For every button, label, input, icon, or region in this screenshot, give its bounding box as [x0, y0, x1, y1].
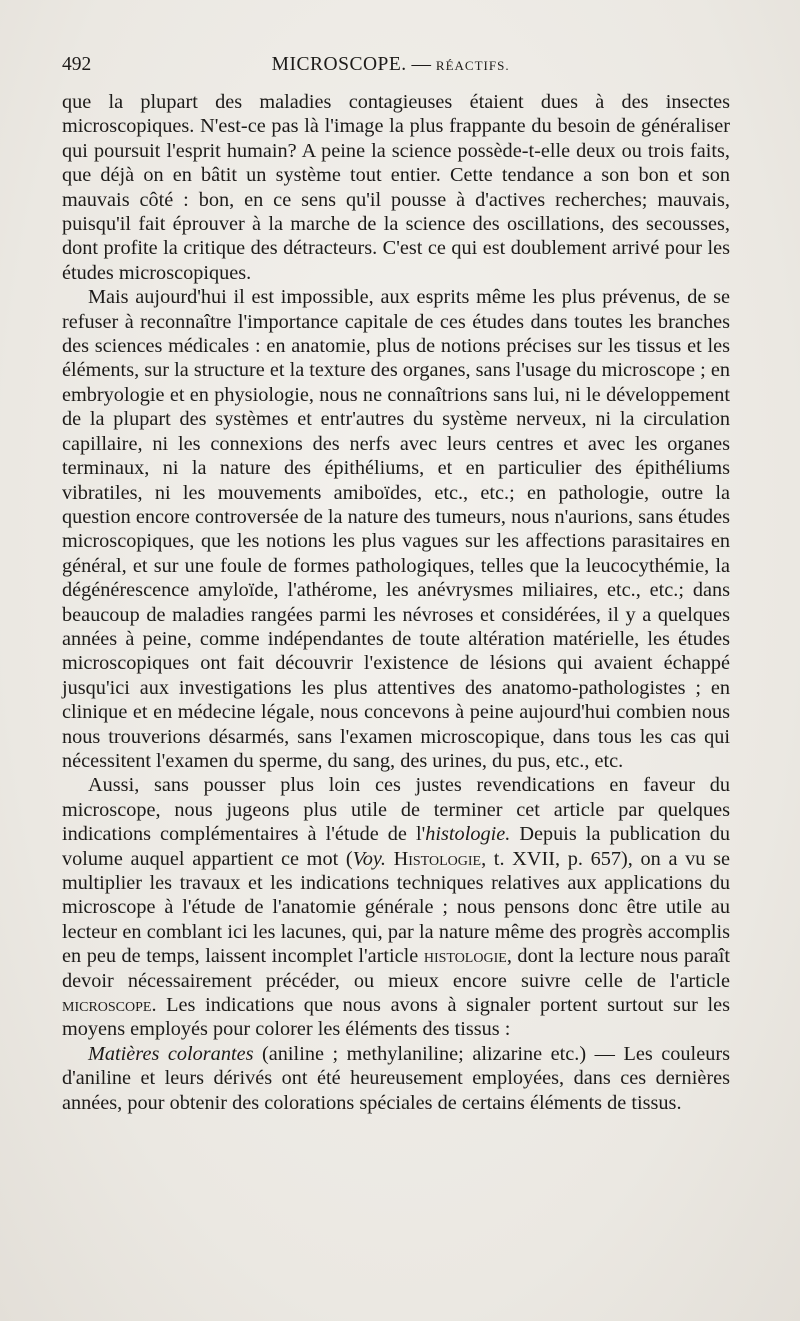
ref-histologie-article: histologie	[423, 945, 507, 968]
term-histologie: histologie.	[425, 823, 511, 846]
paragraph-importance: Mais aujourd'hui il est impossible, aux esprits même les plus prévenus, de se refuser à reconnaître l'importance capitale de ces études dans toutes les branches des sciences médicales : en anatomie, plus de notions précises sur les tissus et les éléments, sur la structure et la texture des organes, sans l'usage du microscope ; en embryologie et en physiologie, nous ne connaîtrions sans lui, ni le développement de la plupart des systèmes et entr'autres du système nerveux, ni la circulation capillaire, ni les connexions des nerfs avec leurs centres et avec les organes terminaux, ni la nature des épithéliums, et en particulier des épithéliums vibratiles, ni les mouvements amiboïdes, etc., etc.; en pathologie, outre la question encore controversée de la nature des tumeurs, nous n'aurions, sans études microscopiques, que les notions les plus vagues sur les affections parasitaires en général, et sur une foule de formes pathologiques, telles que la leucocythémie, la dégénérescence amyloïde, l'athérome, les anévrysmes miliaires, etc., etc.; dans beaucoup de maladies rangées parmi les névroses et considérées, il y a quelques années à peine, comme indépendantes de toute altération matérielle, les études microscopiques ont fait découvrir l'existence de lésions qui avaient échappé jusqu'ici aux investigations les plus attentives des anatomo-pathologistes ; en clinique et en médecine légale, nous concevons à peine aujourd'hui combien nous nous trouverions désarmés, sans l'examen microscopique, dans tous les cas qui nécessitent l'examen du sperme, du sang, des urines, du pus, etc., etc.	[62, 286, 730, 772]
running-title-subtitle: RÉACTIFS.	[435, 58, 510, 73]
p3-text-e: . Les indications que nous avons à signaler portent surtout sur les moyens employés pour colorer les éléments des tissus :	[62, 994, 730, 1041]
paragraph-continuation: que la plupart des maladies contagieuses étaient dues à des insectes microscopiques. N'est-ce pas là l'image la plus frappante du besoin de généraliser qui poursuit l'esprit humain? A peine la science possède-t-elle deux ou trois faits, que déjà on en bâtit un système tout entier. Cette tendance a son bon et son mauvais côté : bon, en ce sens qu'il pousse à d'actives recherches; mauvais, puisqu'il fait éprouver à la marche de la science des oscillations, des secousses, dont profite la critique des détracteurs. C'est ce qui est doublement arrivé pour les études microscopiques.	[62, 91, 730, 284]
ref-microscope-article: microscope	[62, 994, 152, 1017]
page-number: 492	[62, 54, 92, 75]
p3-text-b: Depuis la publication du volume auquel appartient ce mot (	[62, 823, 731, 870]
ref-histologie: Histologie	[385, 847, 482, 870]
term-matieres-colorantes: Matières colorantes	[88, 1042, 254, 1065]
p3-text-a: Aussi, sans pousser plus loin ces justes revendications en faveur du microscope, nous jugeons plus utile de terminer cet article par quelques indications complémentaires à l'étude de l'	[62, 774, 730, 846]
body-text	[62, 90, 730, 1115]
paragraph-histologie	[62, 773, 730, 1041]
running-head	[62, 54, 730, 76]
running-title-separator: —	[411, 54, 432, 75]
running-title	[272, 54, 510, 76]
p3-text-d: , dont la lecture nous paraît devoir nécessairement précéder, ou mieux encore suivre celle de l'article	[62, 945, 730, 992]
voy-abbrev: Voy.	[352, 847, 386, 870]
p3-text-c: , t. XVII, p. 657), on a vu se multiplier les travaux et les indications techniques relatives aux applications du microscope à l'étude de l'anatomie générale ; nous pensons donc être utile au lecteur en comblant ici les lacunes, qui, par la nature même des progrès accomplis en peu de temps, laissent incomplet l'article	[62, 847, 731, 968]
paragraph-matieres-colorantes	[62, 1042, 730, 1115]
running-title-main: MICROSCOPE.	[271, 54, 407, 75]
p4-body: (aniline ; methylaniline; alizarine etc.) — Les couleurs d'aniline et leurs dérivés ont été heureusement employées, dans ces dernières années, pour obtenir des colorations spéciales de certains éléments de tissus.	[62, 1042, 730, 1114]
